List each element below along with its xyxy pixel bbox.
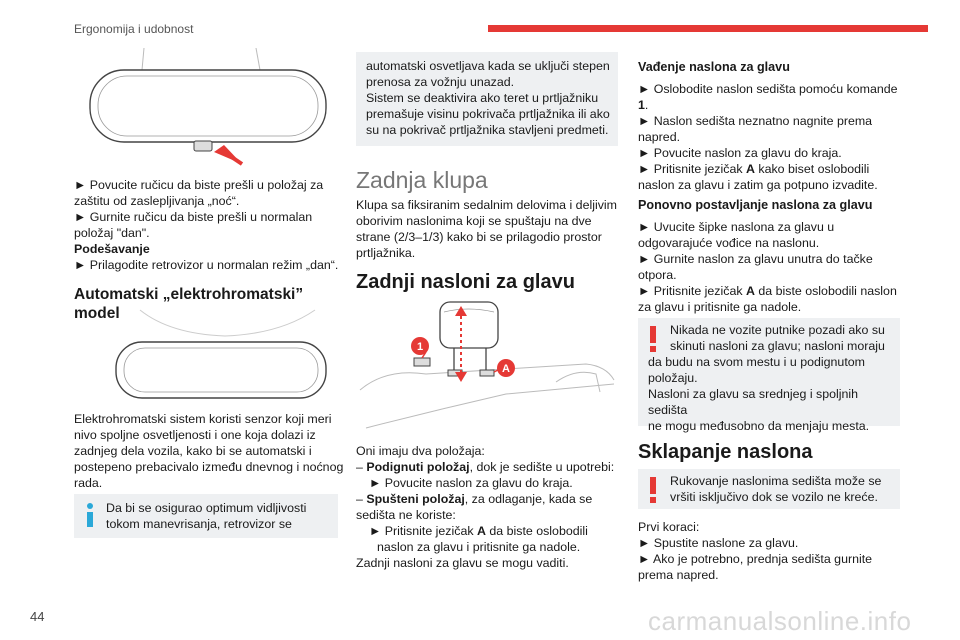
first-steps-label: Prvi koraci: [638,520,700,534]
warning-line: da budu na svom mestu i u podignutom [648,355,865,369]
warning-box-folding [638,469,900,509]
positions-intro: Oni imaju dva položaja: [356,444,485,458]
first-step-2-cont: prema napred. [638,568,719,582]
info-cont-line: su na pokrivač prtljažnika stavljeni predmeti. [366,123,609,137]
warning-box-headrests [638,318,900,433]
refit-step-3: ► Pritisnite jezičak A da biste oslobodili naslon [638,284,897,298]
removable-note: Zadnji nasloni za glavu se mogu vaditi. [356,556,569,570]
info-icon [84,502,96,528]
refit-step-2: ► Gurnite naslon za glavu unutra do tačke [638,252,873,266]
adjust-step: ► Prilagodite retrovizor u normalan režim „dan“. [74,258,339,272]
lowered-position: – Spušteni položaj, za odlaganje, kada se [356,492,593,506]
watermark: carmanualsonline.info [648,606,912,636]
info-box-continued [356,52,618,146]
info-cont-line: premašuje visinu pokrivača prtljažnika ili ako [366,107,610,121]
info-box [74,494,338,538]
warning-line: vršiti isključivo dok se vozilo ne kreće. [670,490,878,504]
lowered-step: ► Pritisnite jezičak A da biste oslobodili [369,524,588,538]
heading-rear-bench: Zadnja klupa [356,167,488,193]
auto-para-line: Elektrohromatski sistem koristi senzor koji meri [74,412,332,426]
warning-line: položaju. [648,371,698,385]
first-step-2: ► Ako je potrebno, prednja sedišta gurnite [638,552,873,566]
warning-line: Nasloni za glavu sa srednjeg i spoljnih sedišta [648,387,859,417]
info-cont-line: Sistem se deaktivira ako teret u prtljažniku [366,91,599,105]
bench-para-line: strane (2/3–1/3) kako bi se prilagodio prostor [356,230,602,244]
warning-line: skinuti nasloni za glavu; nasloni moraju [670,339,885,353]
heading-rear-headrests: Zadnji nasloni za glavu [356,271,575,293]
mirror-day-step-cont: položaj "dan". [74,226,150,240]
heading-refit: Ponovno postavljanje naslona za glavu [638,198,873,212]
lowered-step-cont: naslon za glavu i pritisnite ga nadole. [377,540,581,554]
info-cont-line: automatski osvetljava kada se uključi stepen [366,59,610,73]
warning-line: ne mogu međusobno da menjaju mesta. [648,419,870,433]
lowered-position-cont: sedišta ne koriste: [356,508,456,522]
info-box-line: Da bi se osigurao optimum vidljivosti [106,501,307,515]
auto-para-line: rada. [74,476,103,490]
info-cont-line: prenosa za vožnju unazad. [366,75,515,89]
removal-step-2: ► Naslon sedišta neznatno nagnite prema [638,114,873,128]
bench-para-line: Klupa sa fiksiranim sedalnim delovima i deljivim [356,198,617,212]
removal-step-2-cont: napred. [638,130,681,144]
first-step-1: ► Spustite naslone za glavu. [638,536,799,550]
warning-icon [648,477,658,503]
removal-step-4-cont: naslon za glavu i zatim ga potpuno izvadite. [638,178,878,192]
mirror-night-step: ► Povucite ručicu da biste prešli u položaj za [74,178,324,192]
mirror-electrochromatic-illustration [110,306,340,404]
warning-line: Rukovanje naslonima sedišta može se [670,474,882,488]
bench-para-line: oborivim naslonima koji se spuštaju na dve [356,214,592,228]
headrest-illustration [356,298,618,438]
mirror-day-step: ► Gurnite ručicu da biste prešli u normalan [74,210,313,224]
raised-position: – Podignuti položaj, dok je sedište u upotrebi: [356,460,615,474]
auto-para-line: postepeno prebacivalo između dnevnog i noćnog [74,460,344,474]
refit-step-2-cont: otpora. [638,268,677,282]
callout-1-label: 1 [416,341,424,353]
auto-para-line: nivo spoljne osvetljenosti i one koja dolazi iz [74,428,316,442]
removal-step-3: ► Povucite naslon za glavu do kraja. [638,146,842,160]
warning-line: Nikada ne vozite putnike pozadi ako su [670,323,885,337]
heading-auto-model: Automatski „elektrohromatski” model [74,286,304,322]
bench-para-line: prtljažnika. [356,246,416,260]
mirror-manual-illustration [84,48,334,168]
adjust-label: Podešavanje [74,242,150,256]
removal-step-4: ► Pritisnite jezičak A kako biset oslobodili [638,162,870,176]
refit-step-1: ► Uvucite šipke naslona za glavu u [638,220,835,234]
raised-step: ► Povucite naslon za glavu do kraja. [369,476,573,490]
callout-a-label: A [502,363,510,375]
heading-removal: Vađenje naslona za glavu [638,60,790,74]
auto-para-line: zadnjeg dela vozila, kako bi se automatski i [74,444,312,458]
info-box-line: tokom manevrisanja, retrovizor se [106,517,292,531]
mirror-night-step-cont: zaštitu od zaslepljivanja „noć“. [74,194,240,208]
refit-step-1-cont: odgovarajuće vođice na naslonu. [638,236,820,250]
removal-step-1: ► Oslobodite naslon sedišta pomoću komande [638,82,898,96]
heading-folding: Sklapanje naslona [638,441,813,463]
section-title: Ergonomija i udobnost [74,22,194,36]
refit-step-3-cont: za glavu i pritisnite ga nadole. [638,300,802,314]
page-number: 44 [30,609,45,624]
header-accent-bar [488,25,928,32]
removal-step-1-ref: 1. [638,98,649,112]
